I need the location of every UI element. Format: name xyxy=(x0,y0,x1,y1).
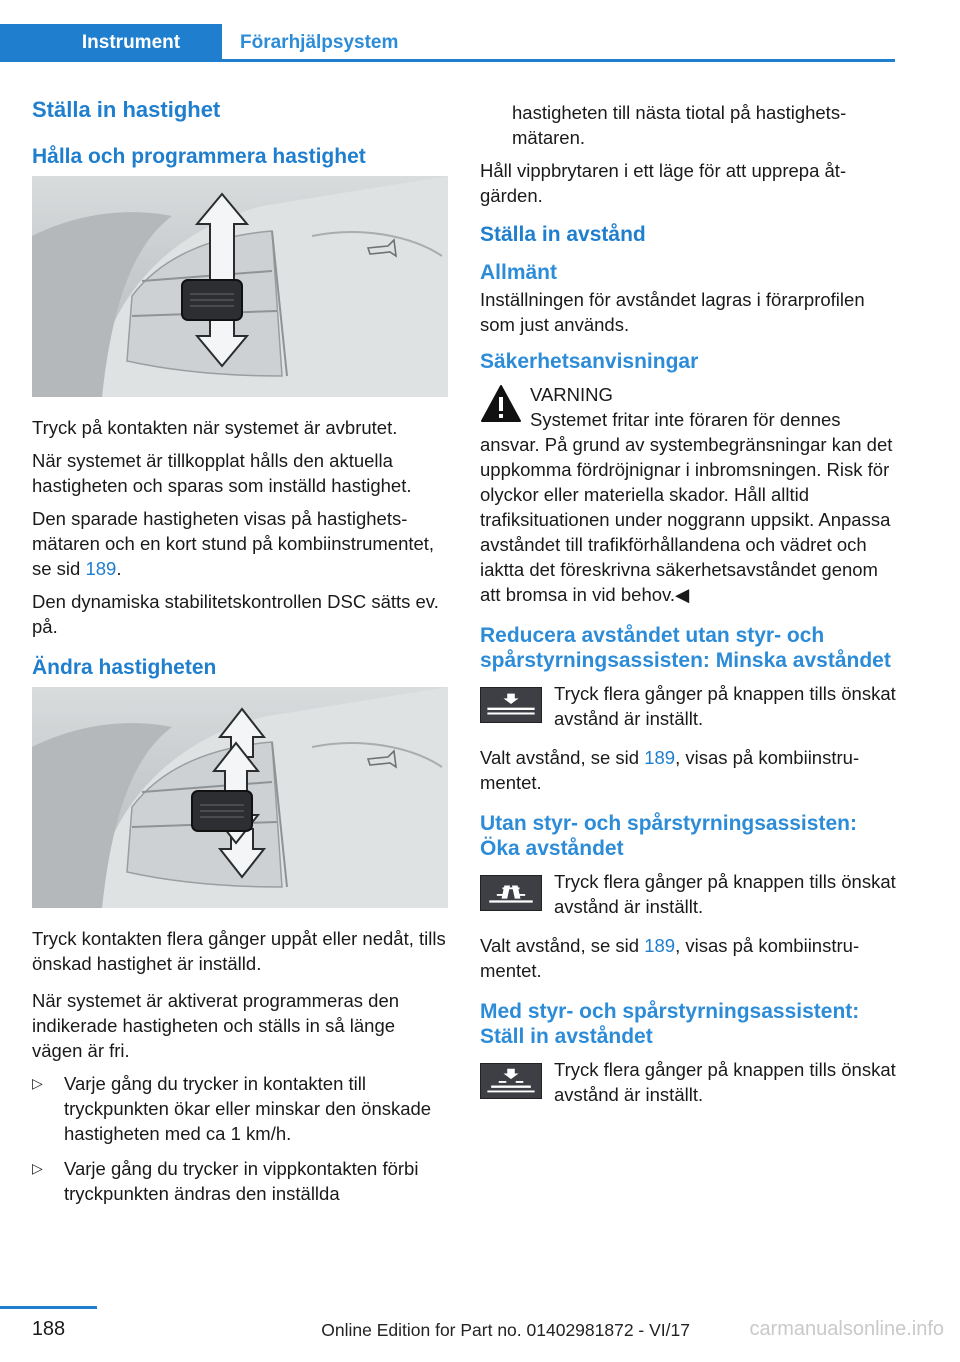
para-valt-avstand-2 xyxy=(480,933,898,983)
icon-row-set-distance xyxy=(480,1057,898,1107)
page-number: 188 xyxy=(31,1318,66,1340)
steering-wheel-button-illustration xyxy=(32,176,448,397)
tab-instrument[interactable]: Instrument xyxy=(0,24,222,62)
chapter-tab-bar xyxy=(0,0,895,62)
icon-text-increase: Tryck flera gånger på knappen tills önskat avstånd är inställt. xyxy=(554,871,896,917)
warning-block xyxy=(480,382,898,407)
icon-text-set-distance: Tryck flera gånger på knappen tills önskat avstånd är inställt. xyxy=(554,1059,896,1105)
para-allmant: Inställningen för avståndet lagras i förarprofilen som just används. xyxy=(480,289,865,335)
para-saved-speed xyxy=(32,506,450,581)
subsection-title-sakerhet: Säkerhetsanvisningar xyxy=(480,350,699,373)
tab-forarhjalpsystem[interactable]: Förarhjälpsystem xyxy=(240,32,399,53)
warning-body xyxy=(480,407,898,607)
para-saved-speed-text: Den sparade hastigheten visas på hastighetsmätaren och en kort stund på kombiinstrumentet, se sid xyxy=(32,508,435,579)
bullet-continuation: hastigheten till nästa tiotal på hastighetsmätaren. xyxy=(512,102,847,148)
distance-increase-button-icon xyxy=(480,875,542,911)
warning-body-text: Systemet fritar inte föraren för dennes ansvar. På grund av systembegränsningar kan det uppkomma fördröjnignar i inbromsningen. Risk för olyckor eller materiella skador. Håll alltid trafiksituationen under noggrann uppsikt. Anpassa avståndet till trafikförhållandena och vädret och iaktta det föreskrivna säkerhetsavståndet genom att bromsa in vid behov.◀ xyxy=(480,409,893,605)
steering-wheel-button-illustration xyxy=(32,687,448,908)
distance-set-button-icon xyxy=(480,1063,542,1099)
para-programmed-speed: När systemet är aktiverat programmeras den indikerade hastigheten och ställs in så länge vägen är fri. xyxy=(32,990,400,1061)
icon-row-increase xyxy=(480,869,898,919)
para-dsc: Den dynamiska stabilitetskontrollen DSC sätts ev. på. xyxy=(32,591,439,637)
para-valt-end-2: , visas på kombiinstrumentet. xyxy=(480,935,860,981)
distance-decrease-button-icon xyxy=(480,687,542,723)
para-press-repeatedly: Tryck kontakten flera gånger uppåt eller nedåt, tills önskad hastighet är inställd. xyxy=(32,928,446,974)
para-valt-text-1: Valt avstånd, se sid xyxy=(480,747,645,768)
subsection-title-oka: Utan styr- och spårstyrningsassisten: Öka avståndet xyxy=(480,812,857,860)
warning-title: VARNING xyxy=(530,384,613,405)
subsection-title-reducera: Reducera avståndet utan styr- och spårstyrningsassisten: Minska avståndet xyxy=(480,624,891,672)
warning-triangle-icon xyxy=(480,384,522,424)
edition-text: Online Edition for Part no. 01402981872 - VI/17 xyxy=(321,1320,690,1340)
footer-accent-line xyxy=(0,1306,97,1309)
icon-text-decrease: Tryck flera gånger på knappen tills önskat avstånd är inställt. xyxy=(554,683,896,729)
para-press-contact: Tryck på kontakten när systemet är avbrutet. xyxy=(32,417,398,438)
section-title-stalla-in-avstand: Ställa in avstånd xyxy=(480,223,646,246)
watermark-logo: carmanualsonline.info xyxy=(749,1318,944,1340)
subsection-title-med-styr: Med styr- och spårstyrningsassistent: Ställ in avståndet xyxy=(480,1000,860,1048)
steering-wheel-photo-2 xyxy=(32,687,448,908)
bullet-text-1: Varje gång du trycker in kontakten till tryckpunkten ökar eller minskar den önskade hastigheten med ca 1 km/h. xyxy=(64,1073,432,1144)
right-column xyxy=(480,100,898,1121)
icon-row-decrease xyxy=(480,681,898,731)
bullet-item-1 xyxy=(32,1071,450,1146)
page-link-189[interactable]: 189 xyxy=(644,747,676,768)
subsection-title-halla: Hålla och programmera hastighet xyxy=(32,145,366,168)
subsection-title-allmant: Allmänt xyxy=(480,261,558,284)
bullet-list xyxy=(32,1071,450,1206)
bullet-text-2: Varje gång du trycker in vippkontakten förbi tryckpunkten ändras den inställda xyxy=(64,1158,419,1204)
para-valt-avstand-1 xyxy=(480,745,898,795)
para-current-speed: När systemet är tillkopplat hålls den aktuella hastigheten och sparas som inställd hastighet. xyxy=(32,450,412,496)
section-title-stalla-in-hastighet: Ställa in hastighet xyxy=(32,97,221,122)
subsection-title-andra: Ändra hastigheten xyxy=(32,656,217,679)
para-valt-text-2: Valt avstånd, se sid xyxy=(480,935,645,956)
bullet-triangle-icon: ▷ xyxy=(32,1160,43,1176)
page-link-189[interactable]: 189 xyxy=(85,558,117,579)
left-column xyxy=(32,96,450,1216)
steering-wheel-photo-1 xyxy=(32,176,448,397)
page-link-189[interactable]: 189 xyxy=(644,935,676,956)
para-valt-end-1: , visas på kombiinstrumentet. xyxy=(480,747,860,793)
para-hold-rocker: Håll vippbrytaren i ett läge för att upprepa åtgärden. xyxy=(480,160,847,206)
bullet-triangle-icon: ▷ xyxy=(32,1075,43,1091)
bullet-item-2 xyxy=(32,1156,450,1206)
para-saved-speed-end: . xyxy=(116,558,122,579)
